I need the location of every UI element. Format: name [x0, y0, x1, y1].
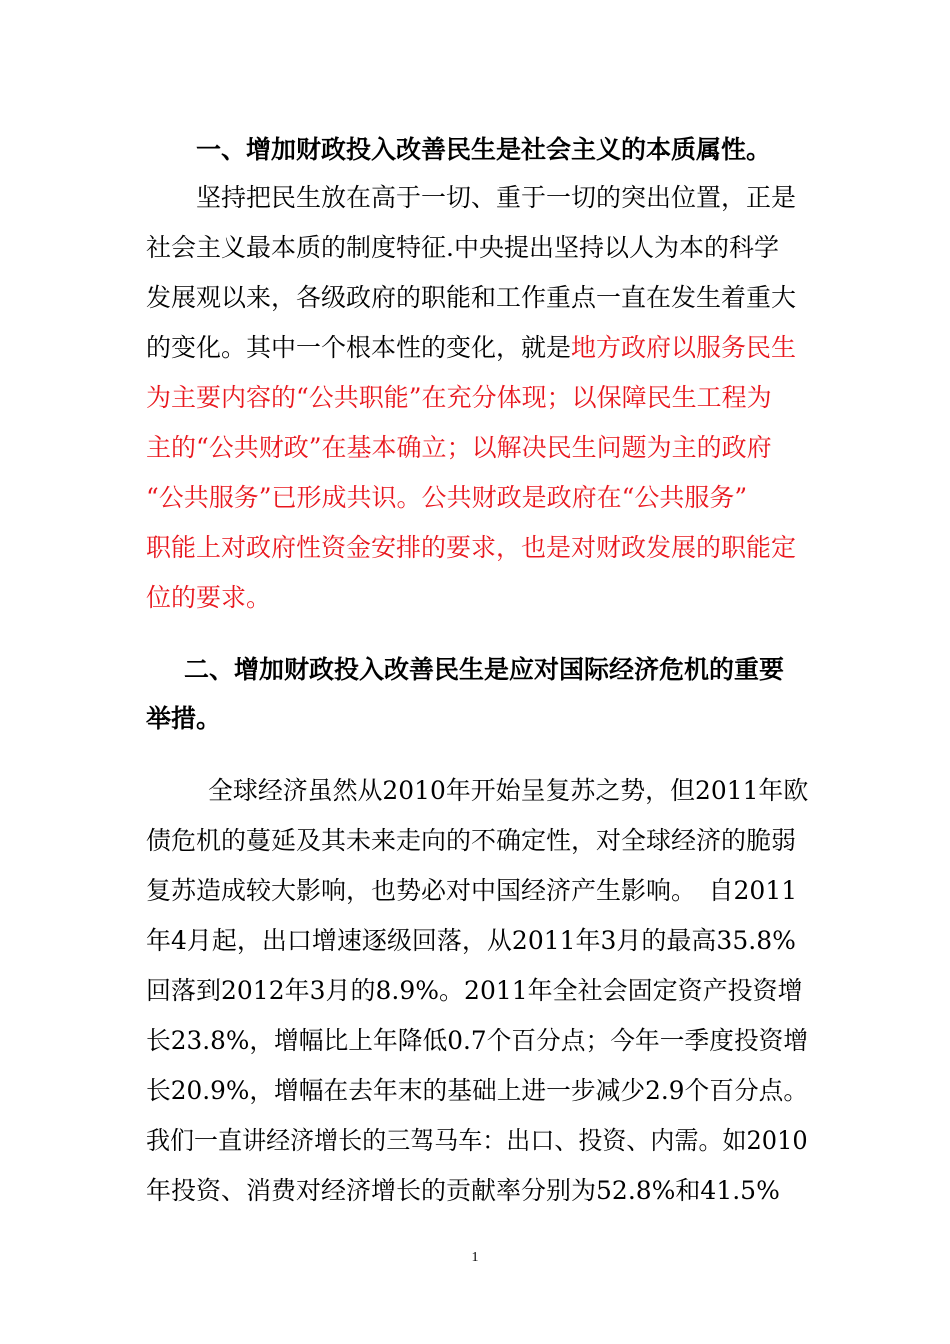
section-2-line-1: 全球经济虽然从2010年开始呈复苏之势，但2011年欧 — [208, 776, 809, 805]
section-1-line-6 — [146, 435, 772, 460]
text-run: 坚持把民生放在高于一切、重于一切的突出位置，正是 — [196, 183, 797, 212]
text-run: 的变化。其中一个根本性的变化，就是 — [146, 333, 572, 362]
section-2-heading-line-1: 二、增加财政投入改善民生是应对国际经济危机的重要 — [184, 655, 785, 684]
section-1-heading: 一、增加财政投入改善民生是社会主义的本质属性。 — [196, 135, 772, 164]
section-2-line-6: 长23.8%，增幅比上年降低0.7个百分点；今年一季度投资增 — [146, 1026, 809, 1055]
highlighted-text: 为主要内容的“公共职能”在充分体现；以保障民生工程为 — [146, 383, 772, 412]
highlighted-text: 主的“公共财政”在基本确立；以解决民生问题为主的政府 — [146, 433, 772, 462]
section-1-line-2 — [146, 235, 779, 260]
section-2-line-4: 年4月起，出口增速逐级回落，从2011年3月的最高35.8% — [146, 926, 796, 955]
section-2-heading-line-2: 举措。 — [146, 704, 222, 733]
highlighted-text: 职能上对政府性资金安排的要求，也是对财政发展的职能定 — [146, 533, 797, 562]
section-2-line-8: 我们一直讲经济增长的三驾马车：出口、投资、内需。如2010 — [146, 1126, 808, 1155]
section-1-line-1 — [196, 185, 796, 210]
section-1-line-8 — [146, 535, 796, 560]
section-2-line-7: 长20.9%，增幅在去年末的基础上进一步减少2.9个百分点。 — [146, 1076, 809, 1105]
section-2-line-5: 回落到2012年3月的8.9%。2011年全社会固定资产投资增 — [146, 976, 803, 1005]
highlighted-text: “公共服务”已形成共识。公共财政是政府在“公共服务” — [146, 483, 748, 512]
section-1-line-3 — [146, 285, 796, 310]
page-number: 1 — [471, 1250, 479, 1265]
highlighted-text: 位的要求。 — [146, 583, 272, 612]
text-run: 发展观以来，各级政府的职能和工作重点一直在发生着重大 — [146, 283, 797, 312]
section-1-line-9 — [146, 585, 271, 610]
section-1-line-7 — [146, 485, 747, 510]
section-2-line-2: 债危机的蔓延及其未来走向的不确定性，对全球经济的脆弱 — [146, 826, 797, 855]
section-2-line-9: 年投资、消费对经济增长的贡献率分别为52.8%和41.5% — [146, 1176, 780, 1205]
highlighted-text: 地方政府以服务民生 — [571, 333, 797, 362]
text-run: 社会主义最本质的制度特征.中央提出坚持以人为本的科学 — [146, 233, 779, 262]
section-2-line-3: 复苏造成较大影响，也势必对中国经济产生影响。 自2011 — [146, 876, 798, 905]
section-1-line-5 — [146, 385, 772, 410]
section-1-line-4 — [146, 335, 796, 360]
